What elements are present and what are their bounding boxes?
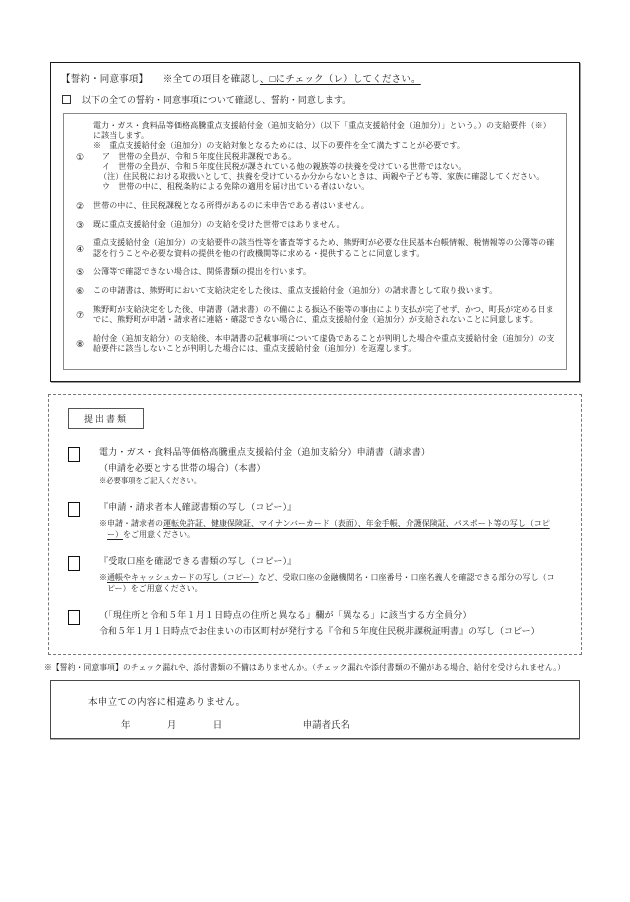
document-item-2-note-prefix: ※申請・請求者の — [99, 519, 163, 528]
documents-section — [48, 394, 582, 655]
agree-all-checkbox[interactable] — [62, 95, 71, 104]
document-item-2 — [68, 501, 581, 540]
document-item-2-content — [99, 501, 561, 540]
pledge-item-7-text: 熊野町が支給決定をした後、申請書（請求書）の不備による振込不能等の事由により支払が完了せず、かつ、町長が定める日までに、熊野町が申請・請求者に連絡・確認できない場合に、重点支援給付金（追加分）が支給されないことに同意します。 — [93, 304, 554, 324]
document-item-1-content — [99, 446, 561, 486]
pledge-item-7-number: ⑦ — [75, 309, 85, 320]
document-item-3-checkbox[interactable] — [68, 556, 80, 571]
pledge-item-1-line-2: ※ 重点支援給付金（追加分）の支給対象となるためには、以下の要件を全て満たすことが必要です。 — [93, 141, 465, 151]
pledge-item-6 — [67, 286, 558, 296]
document-item-1-note: ※必要事項をご記入ください。 — [99, 476, 202, 485]
pledge-item-1-line-3: ア 世帯の全員が、令和５年度住民税非課税である。 — [102, 151, 297, 161]
document-item-4-title: （「現住所と令和５年１月１日時点の住所と異なる」欄が「異なる」に該当する方全員分） — [99, 610, 472, 620]
pledge-title: 【誓約・同意事項】 — [61, 75, 149, 85]
document-item-3-title: 『受取口座を確認できる書類の写し（コピー）』 — [99, 556, 297, 566]
pledge-item-4 — [67, 238, 558, 258]
pledge-item-1-line-6: ウ 世帯の中に、租税条約による免除の適用を届け出ている者はいない。 — [102, 182, 370, 192]
pledge-item-3-number: ③ — [75, 219, 85, 230]
document-item-4-subtitle: 令和５年１月１日時点でお住まいの市区町村が発行する『令和５年度住民税非課税証明書』の写し（コピー） — [99, 626, 540, 636]
pledge-item-5 — [67, 267, 558, 277]
document-item-3 — [68, 555, 581, 594]
pledge-item-1-text — [93, 121, 558, 192]
pledge-item-1-line-1: 電力・ガス・食料品等価格高騰重点支援給付金（追加支給分）（以下「重点支援給付金（追加分）」という。）の支給要件（※）に該当します。 — [93, 121, 551, 141]
documents-section-label: 提出書類 — [68, 408, 144, 429]
agree-all-label: 以下の全ての誓約・同意事項について確認し、誓約・同意します。 — [82, 95, 352, 105]
pledge-item-1-line-4: イ 世帯の全員が、令和５年度住民税が課されている他の親族等の扶養を受けている世帯ではない。 — [102, 161, 467, 171]
document-item-2-checkbox[interactable] — [68, 502, 80, 517]
pledge-item-1 — [67, 121, 558, 192]
pledge-item-1-number: ① — [75, 151, 85, 162]
date-month-label: 月 — [166, 721, 177, 731]
declaration-date-line — [121, 717, 579, 731]
pledge-item-5-number: ⑤ — [75, 267, 85, 278]
pledge-item-6-number: ⑥ — [75, 286, 85, 297]
check-reminder-note: ※【誓約・同意事項】のチェック漏れや、添付書類の不備はありませんか。（チェック漏れや添付書類の不備がある場合、給付を受けられません。） — [44, 663, 566, 672]
pledge-section — [50, 62, 580, 382]
document-item-4-content — [99, 609, 561, 638]
document-item-2-note-suffix: をご用意ください。 — [123, 530, 195, 539]
pledge-item-7 — [67, 305, 558, 325]
pledge-item-8-number: ⑧ — [75, 338, 85, 349]
document-item-3-note-underlined: 通帳やキャッシュカードの写し（コピー） — [107, 573, 259, 582]
pledge-item-1-line-5: （注）住民税における取扱いとして、扶養を受けているか分からないときは、両親や子ども等、家族に確認してください。 — [99, 172, 545, 182]
pledge-item-2-text: 世帯の中に、住民税課税となる所得があるのに未申告である者はいません。 — [93, 200, 369, 210]
pledge-header — [61, 71, 569, 85]
declaration-box — [50, 680, 580, 739]
pledge-item-4-text: 重点支援給付金（追加分）の支給要件の該当性等を審査等するため、熊野町が必要な住民基本台帳情報、税情報等の公簿等の確認を行うことや必要な資料の提供を他の行政機関等に求める・提供することに同意します。 — [93, 238, 555, 258]
document-item-1-title: 電力・ガス・食料品等価格高騰重点支援給付金（追加支給分）申請書（請求書） — [99, 447, 431, 457]
pledge-item-8 — [67, 334, 558, 354]
document-item-3-note-prefix: ※ — [99, 573, 107, 582]
document-item-3-note-suffix: など、受取口座の金融機関名・口座番号・口座名義人を確認できる部分の写し（コピー）をご用意ください。 — [107, 573, 555, 593]
document-item-2-title: 『申請・請求者本人確認書類の写し（コピー）』 — [99, 502, 297, 512]
pledge-items-box — [63, 113, 567, 370]
applicant-name-label: 申請者氏名 — [302, 721, 351, 731]
pledge-item-5-text: 公簿等で確認できない場合は、関係書類の提出を行います。 — [93, 267, 312, 277]
document-item-1-checkbox[interactable] — [68, 447, 80, 462]
pledge-item-8-text: 給付金（追加支給分）の支給後、本申請書の記載事項について虚偽であることが判明した場合や重点支援給付金（追加分）の支給要件に該当しないことが判明した場合には、重点支援給付金（追加分）を返還します。 — [93, 333, 555, 353]
document-item-4 — [68, 609, 581, 638]
pledge-item-2 — [67, 201, 558, 211]
declaration-statement: 本申立ての内容に相違ありません。 — [88, 698, 246, 708]
document-item-3-content — [99, 555, 561, 594]
pledge-instruction-underlined: 、□にチェック（レ）してください。 — [259, 75, 421, 85]
document-item-1-subtitle: （申請を必要とする世帯の場合）（本書） — [99, 463, 266, 473]
document-item-3-note — [99, 572, 561, 594]
document-item-1 — [68, 446, 581, 486]
document-item-2-note — [99, 518, 561, 540]
document-item-2-note-underlined: 運転免許証、健康保険証、マイナンバーカード（表面）、年金手帳、介護保険証、パスポート等の写し（コピー） — [107, 519, 550, 539]
pledge-instruction: ※全ての項目を確認し — [162, 75, 260, 85]
pledge-item-3-text: 既に重点支援給付金（追加分）の支給を受けた世帯ではありません。 — [93, 219, 345, 229]
pledge-item-3 — [67, 220, 558, 230]
document-item-4-checkbox[interactable] — [68, 610, 80, 625]
pledge-item-6-text: この申請書は、熊野町において支給決定をした後は、重点支援給付金（追加分）の請求書として取り扱います。 — [93, 285, 498, 295]
pledge-item-4-number: ④ — [75, 243, 85, 254]
agree-all-row — [62, 93, 569, 106]
pledge-item-2-number: ② — [75, 201, 85, 212]
date-day-label: 日 — [212, 721, 223, 731]
date-year-label: 年 — [121, 721, 131, 731]
